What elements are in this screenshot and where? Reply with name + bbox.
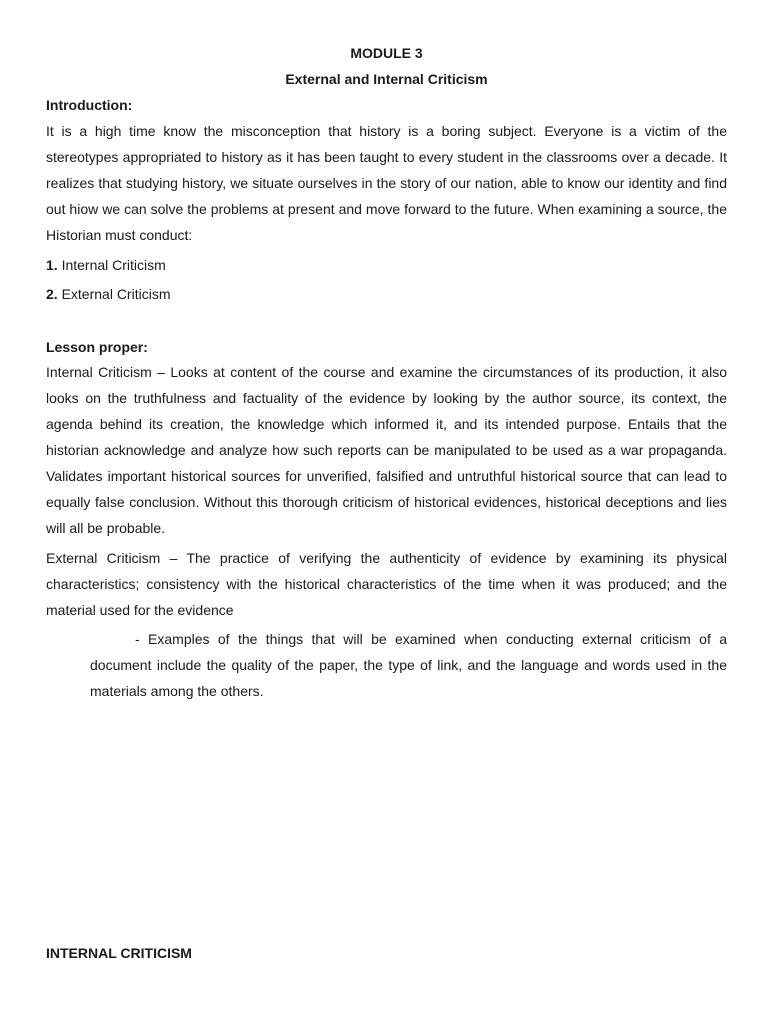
list-item-number: 2. — [46, 286, 58, 302]
internal-criticism-paragraph: Internal Criticism – Looks at content of the course and examine the circumstances of its production, it also looks on the truthfulness and factuality of the evidence by looking by the author source, its context, the agenda behind its creation, the knowledge which informed it, and its intended purpose. Entails that the historian acknowledge and analyze how such reports can be manipulated to be used as a war propaganda. Validates important historical sources for unverified, falsified and untruthful historical source that can lead to equally false conclusion. Without this thorough criticism of historical evidences, historical deceptions and lies will all be probable. — [46, 364, 727, 536]
external-criticism-example: - Examples of the things that will be examined when conducting external criticism of a document include the quality of the paper, the type of link, and the language and words used in the materials among the others. — [90, 631, 727, 699]
list-item-number: 1. — [46, 257, 58, 273]
introduction-heading: Introduction: — [46, 97, 133, 113]
module-label: MODULE 3 — [350, 45, 423, 61]
list-item — [46, 285, 170, 303]
introduction-paragraph: It is a high time know the misconception that history is a boring subject. Everyone is a victim of the stereotypes appropriated to history as it has been taught to every student in the classrooms over a decade. It realizes that studying history, we situate ourselves in the story of our nation, able to know our identity and find out hiow we can solve the problems at present and move forward to the future. When examining a source, the Historian must conduct: — [46, 123, 727, 243]
internal-criticism-section-heading: INTERNAL CRITICISM — [46, 945, 192, 961]
external-criticism-paragraph: External Criticism – The practice of verifying the authenticity of evidence by examining its physical characteristics; consistency with the historical characteristics of the time when it was produced; and the material used for the evidence — [46, 550, 727, 618]
list-item — [46, 256, 166, 274]
lesson-heading: Lesson proper: — [46, 339, 148, 355]
list-item-text: Internal Criticism — [61, 257, 166, 273]
document-title: External and Internal Criticism — [285, 71, 488, 87]
list-item-text: External Criticism — [61, 286, 171, 302]
